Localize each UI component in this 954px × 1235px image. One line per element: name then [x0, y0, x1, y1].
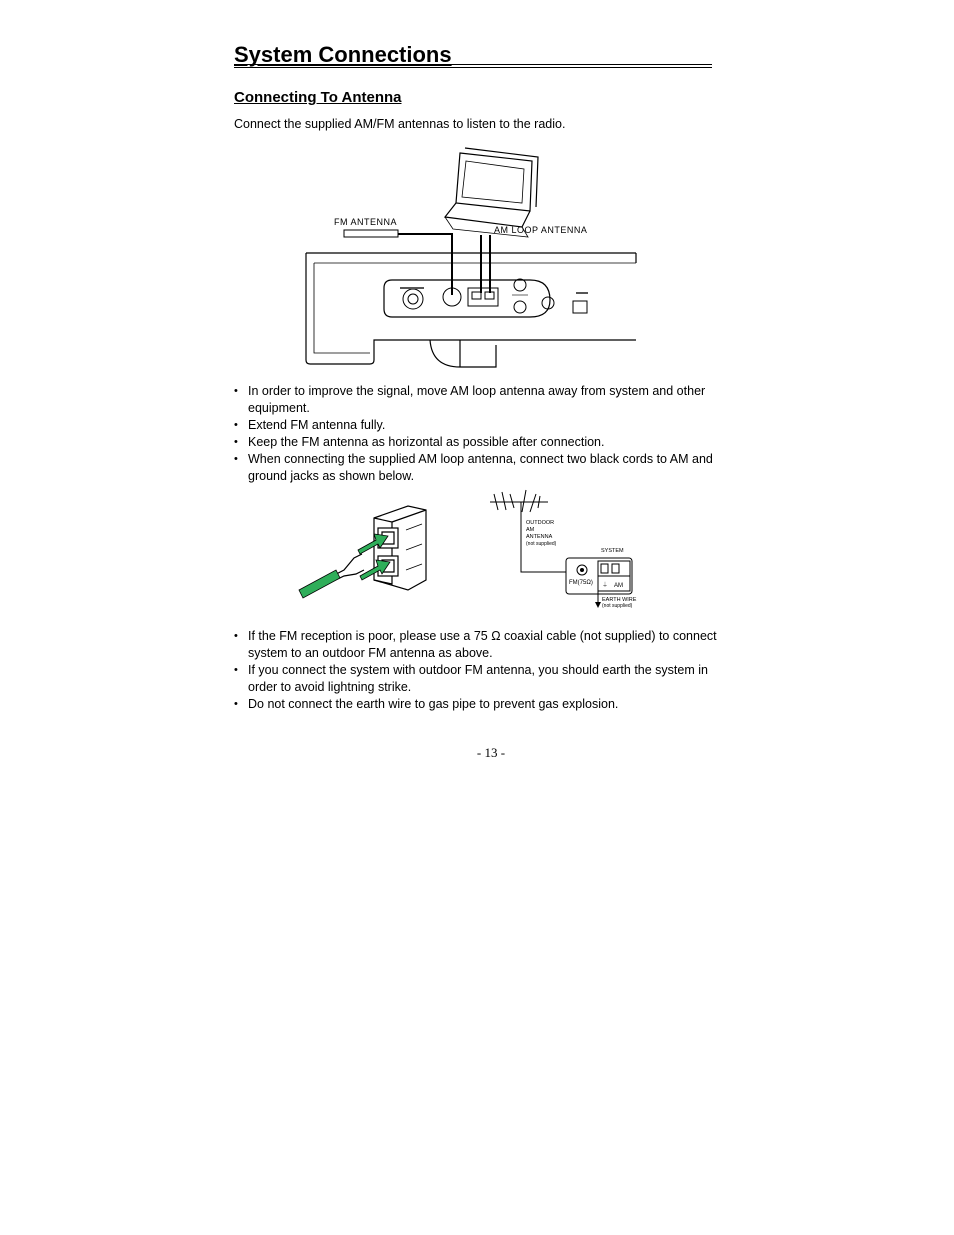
outdoor-label: ANTENNA	[526, 534, 553, 540]
title-underline-thin	[234, 67, 712, 68]
list-item: • If you connect the system with outdoor FM antenna, you should earth the system in order to avoid lightning strike.	[234, 662, 724, 696]
list-item: • Extend FM antenna fully.	[234, 417, 724, 434]
fm-antenna-label: FM ANTENNA	[334, 217, 398, 227]
am-jack-connection-figure	[296, 500, 436, 602]
rear-panel-antenna-figure	[300, 145, 645, 375]
outdoor-antenna-tips-list	[234, 628, 724, 713]
am-loop-antenna-label: AM LOOP ANTENNA	[494, 225, 588, 235]
outdoor-antenna-figure	[488, 488, 648, 612]
list-item: • Keep the FM antenna as horizontal as possible after connection.	[234, 434, 724, 451]
earth-wire-label: EARTH WIRE	[602, 597, 637, 603]
system-label: SYSTEM	[601, 548, 624, 554]
ground-icon: ⏚	[602, 583, 609, 589]
section-heading: Connecting To Antenna	[234, 89, 402, 106]
title-underline	[234, 64, 712, 65]
outdoor-label: OUTDOOR	[526, 520, 555, 526]
list-item: • When connecting the supplied AM loop antenna, connect two black cords to AM and ground jacks as shown below.	[234, 451, 724, 485]
list-item: • In order to improve the signal, move AM loop antenna away from system and other equipment.	[234, 383, 724, 417]
fm-antenna-illustration	[344, 230, 398, 237]
intro-paragraph: Connect the supplied AM/FM antennas to listen to the radio.	[234, 117, 566, 131]
list-item: • Do not connect the earth wire to gas pipe to prevent gas explosion.	[234, 696, 724, 713]
outdoor-label: AM	[526, 527, 535, 533]
fm-jack-label: FM(75Ω)	[569, 580, 593, 586]
page-number: - 13 -	[476, 745, 506, 760]
earth-wire-note: (not supplied)	[602, 603, 633, 609]
am-jack-label: AM	[614, 583, 623, 589]
antenna-tips-list	[234, 383, 724, 485]
cord-sleeve	[299, 570, 340, 598]
page-title: System Connections	[234, 42, 452, 67]
list-item: • If the FM reception is poor, please use a 75 Ω coaxial cable (not supplied) to connect system to an outdoor FM antenna as above.	[234, 628, 724, 662]
am-loop-antenna-illustration	[445, 148, 538, 237]
outdoor-label: (not supplied)	[526, 541, 557, 547]
panel-jacks	[403, 279, 587, 313]
